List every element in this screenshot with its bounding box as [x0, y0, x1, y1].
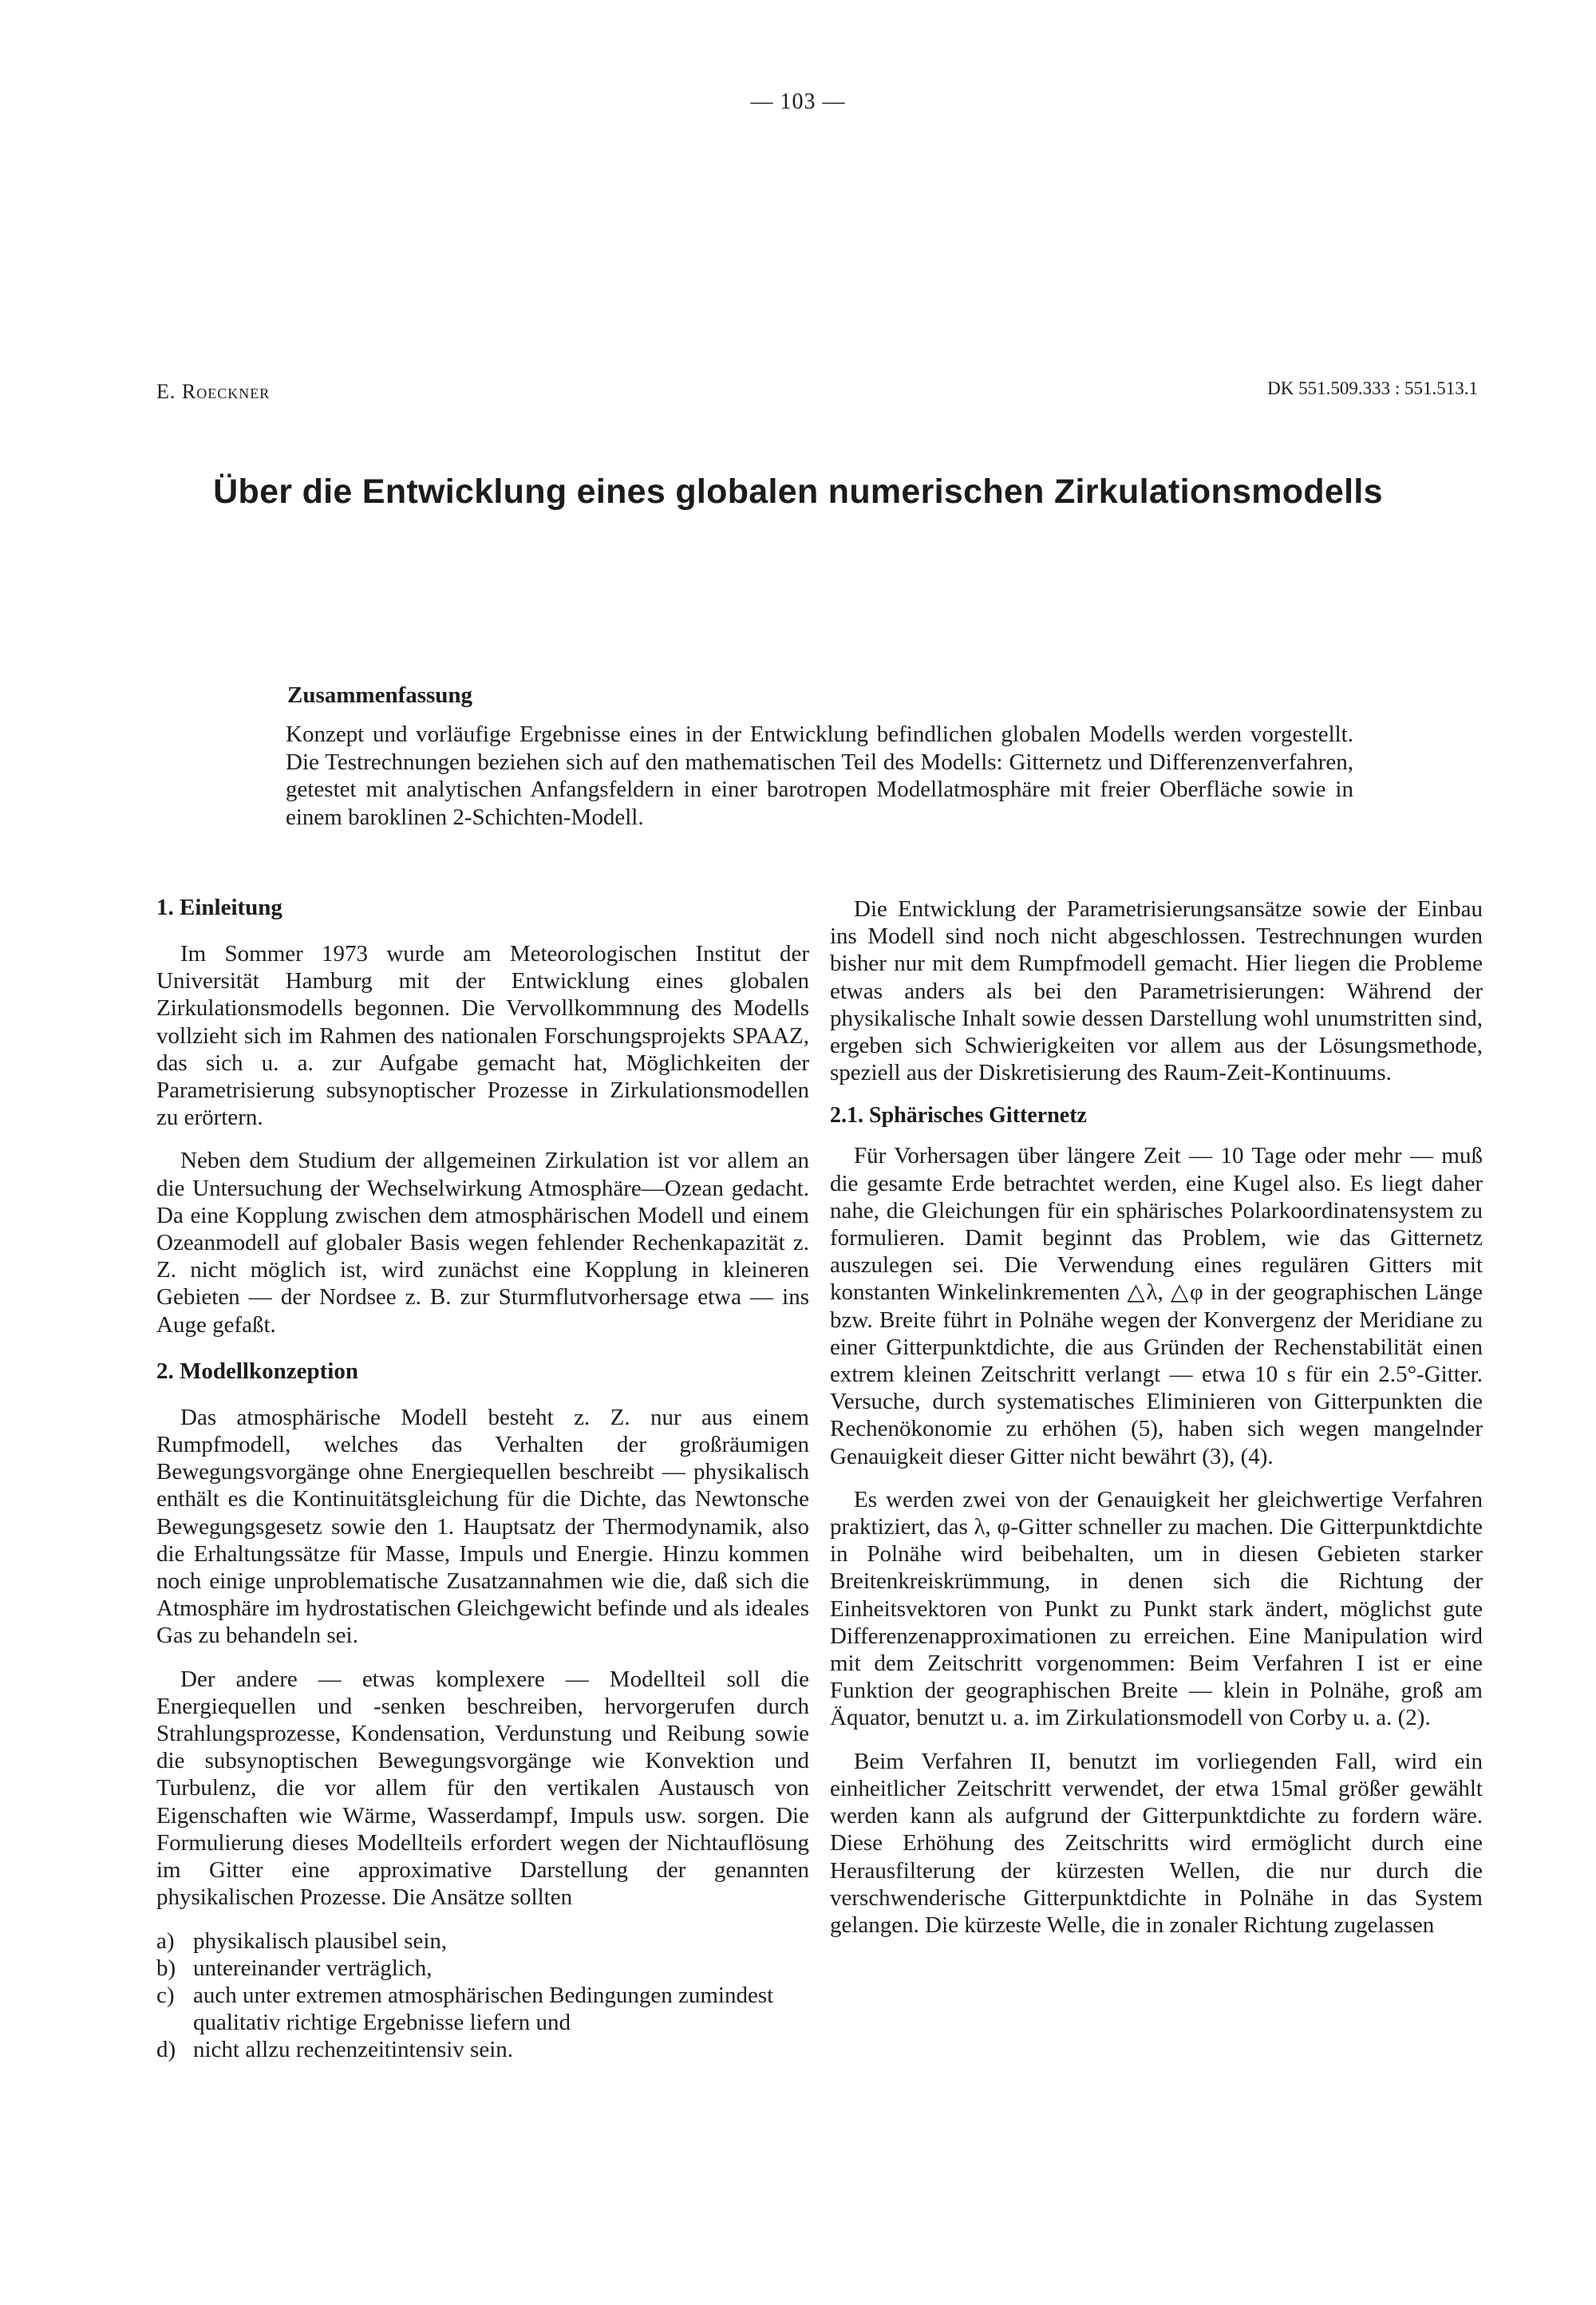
section-2-1-paragraph-1: Für Vorhersagen über längere Zeit — 10 Tage oder mehr — muß die gesamte Erde betrachtet werden, eine Kugel also. Es liegt daher nahe, die Gleichungen für ein sphärisches Polarkoordinatensystem zu formulieren. Damit beginnt das Problem, wie das Gitternetz auszulegen sei. Die Verwendung eines regulären Gitters mit konstanten Winkelinkrementen △λ, △φ in der geographischen Länge bzw. Breite führt in Polnähe wegen der Konvergenz der Meridiane zu einer Gitterpunktdichte, die aus Gründen der Rechenstabilität einen extrem kleinen Zeitschritt verlangt — etwa 10 s für ein 2.5°-Gitter. Versuche, durch systematisches Eliminieren von Gitterpunkten die Rechenökonomie zu erhöhen (5), haben sich wegen mangelnder Genauigkeit dieser Gitter nicht bewährt (3), (4). — [830, 1143, 1483, 1469]
list-marker: b) — [156, 1955, 176, 1981]
list-marker: c) — [156, 1982, 175, 2008]
section-2-heading: 2. Modellkonzeption — [156, 1358, 358, 1384]
list-item — [156, 2036, 809, 2063]
section-1-paragraph-2: Neben dem Studium der allgemeinen Zirkulation ist vor allem an die Untersuchung der Wechselwirkung Atmosphäre—Ozean gedacht. Da eine Kopplung zwischen dem atmosphärischen Modell und einem Ozeanmodell auf globaler Basis wegen fehlender Rechenkapazität z. Z. nicht möglich ist, wird zunächst eine Kopplung in kleineren Gebieten — der Nordsee z. B. zur Sturmflutvorhersage etwa — ins Auge gefaßt. — [156, 1148, 809, 1338]
section-1-paragraph-1: Im Sommer 1973 wurde am Meteorologischen Institut der Universität Hamburg mit der Entwicklung eines globalen Zirkulationsmodells begonnen. Die Vervollkommnung des Modells vollzieht sich im Rahmen des nationalen Forschungsprojekts SPAAZ, das sich u. a. zur Aufgabe gemacht hat, Möglichkeiten der Parametrisierung subsynoptischer Prozesse in Zirkulationsmodellen zu erörtern. — [156, 941, 809, 1131]
list-item — [156, 1982, 809, 2036]
section-2-1-heading: 2.1. Sphärisches Gitternetz — [830, 1103, 1087, 1129]
abstract-text: Konzept und vorläufige Ergebnisse eines in der Entwicklung befindlichen globalen Modells werden vorgestellt. Die Testrechnungen beziehen sich auf den mathematischen Teil des Modells: Gitternetz und Differenzenverfahren, getestet mit analytischen Anfangsfeldern in einer barotropen Modellatmosphäre mit freier Oberfläche sowie in einem baroklinen 2-Schichten-Modell. — [286, 722, 1353, 830]
right-column — [830, 896, 1483, 1955]
section-2-1-paragraph-3: Beim Verfahren II, benutzt im vorliegenden Fall, wird ein einheitlicher Zeitschritt verwendet, der etwa 15mal größer gewählt werden kann als aufgrund der Gitterpunktdichte zu fordern wäre. Diese Erhöhung des Zeitschritts wird ermöglicht durch eine Herausfilterung der kürzesten Wellen, die nur durch die verschwenderische Gitterpunktdichte in Polnähe in das System gelangen. Die kürzeste Welle, die in zonaler Richtung zugelassen — [830, 1748, 1483, 1938]
list-text: auch unter extremen atmosphärischen Bedingungen zumindest qualitativ richtige Ergebnisse liefern und — [193, 1982, 774, 2036]
list-item — [156, 1955, 809, 1982]
section-2-paragraph-2: Der andere — etwas komplexere — Modellteil soll die Energiequellen und -senken beschreiben, hervorgerufen durch Strahlungsprozesse, Kondensation, Verdunstung und Reibung sowie die subsynoptischen Bewegungsvorgänge wie Konvektion und Turbulenz, die vor allem für den vertikalen Austausch von Eigenschaften wie Wärme, Wasserdampf, Impuls usw. sorgen. Die Formulierung dieses Modellteils erfordert wegen der Nichtauflösung im Gitter eine approximative Darstellung der genannten physikalischen Prozesse. Die Ansätze sollten — [156, 1666, 809, 1911]
list-text: physikalisch plausibel sein, — [193, 1927, 448, 1954]
author-name: E. Roeckner — [156, 380, 271, 403]
section-2-paragraph-3: Die Entwicklung der Parametrisierungsansätze sowie der Einbau ins Modell sind noch nicht abgeschlossen. Testrechnungen wurden bisher nur mit dem Rumpfmodell gemacht. Hier liegen die Probleme etwas anders als bei den Parametrisierungen: Während der physikalische Inhalt sowie dessen Darstellung wohl unumstritten sind, ergeben sich Schwierigkeiten vor allem aus der Lösungsmethode, speziell aus der Diskretisierung des Raum-Zeit-Kontinuums. — [830, 896, 1483, 1086]
page-number: — 103 — — [750, 89, 846, 114]
list-text: untereinander verträglich, — [193, 1955, 433, 1981]
abstract-heading: Zusammenfassung — [287, 682, 473, 708]
requirements-list — [156, 1927, 809, 2064]
left-column — [156, 894, 809, 2064]
author — [156, 380, 270, 404]
list-marker: a) — [156, 1927, 175, 1954]
section-2-1-paragraph-2: Es werden zwei von der Genauigkeit her gleichwertige Verfahren praktiziert, das λ, φ-Gitter schneller zu machen. Die Gitterpunktdichte in Polnähe wird beibehalten, um in diesen Gebieten starker Breitenkreiskrümmung, in denen sich die Richtung der Einheitsvektoren von Punkt zu Punkt stark ändert, möglichst gute Differenzenapproximationen zu erreichen. Eine Manipulation wird mit dem Zeitschritt vorgenommen: Beim Verfahren I ist er eine Funktion der geographischen Breite — klein in Polnähe, groß am Äquator, benutzt u. a. im Zirkulationsmodell von Corby u. a. (2). — [830, 1486, 1483, 1731]
list-text: nicht allzu rechenzeitintensiv sein. — [193, 2037, 514, 2063]
classification-code: DK 551.509.333 : 551.513.1 — [1267, 378, 1478, 398]
paper-title: Über die Entwicklung eines globalen numerischen Zirkulationsmodells — [213, 472, 1383, 511]
section-2-paragraph-1: Das atmosphärische Modell besteht z. Z. nur aus einem Rumpfmodell, welches das Verhalten der großräumigen Bewegungsvorgänge ohne Energiequellen beschreibt — physikalisch enthält es die Kontinuitätsgleichung für die Dichte, das Newtonsche Bewegungsgesetz sowie den 1. Hauptsatz der Thermodynamik, also die Erhaltungssätze für Masse, Impuls und Energie. Hinzu kommen noch einige unproblematische Zusatzannahmen wie die, daß sich die Atmosphäre im hydrostatischen Gleichgewicht befinde und als ideales Gas zu behandeln sei. — [156, 1404, 809, 1649]
section-1-heading: 1. Einleitung — [156, 895, 282, 920]
list-marker: d) — [156, 2037, 176, 2063]
list-item — [156, 1927, 809, 1955]
